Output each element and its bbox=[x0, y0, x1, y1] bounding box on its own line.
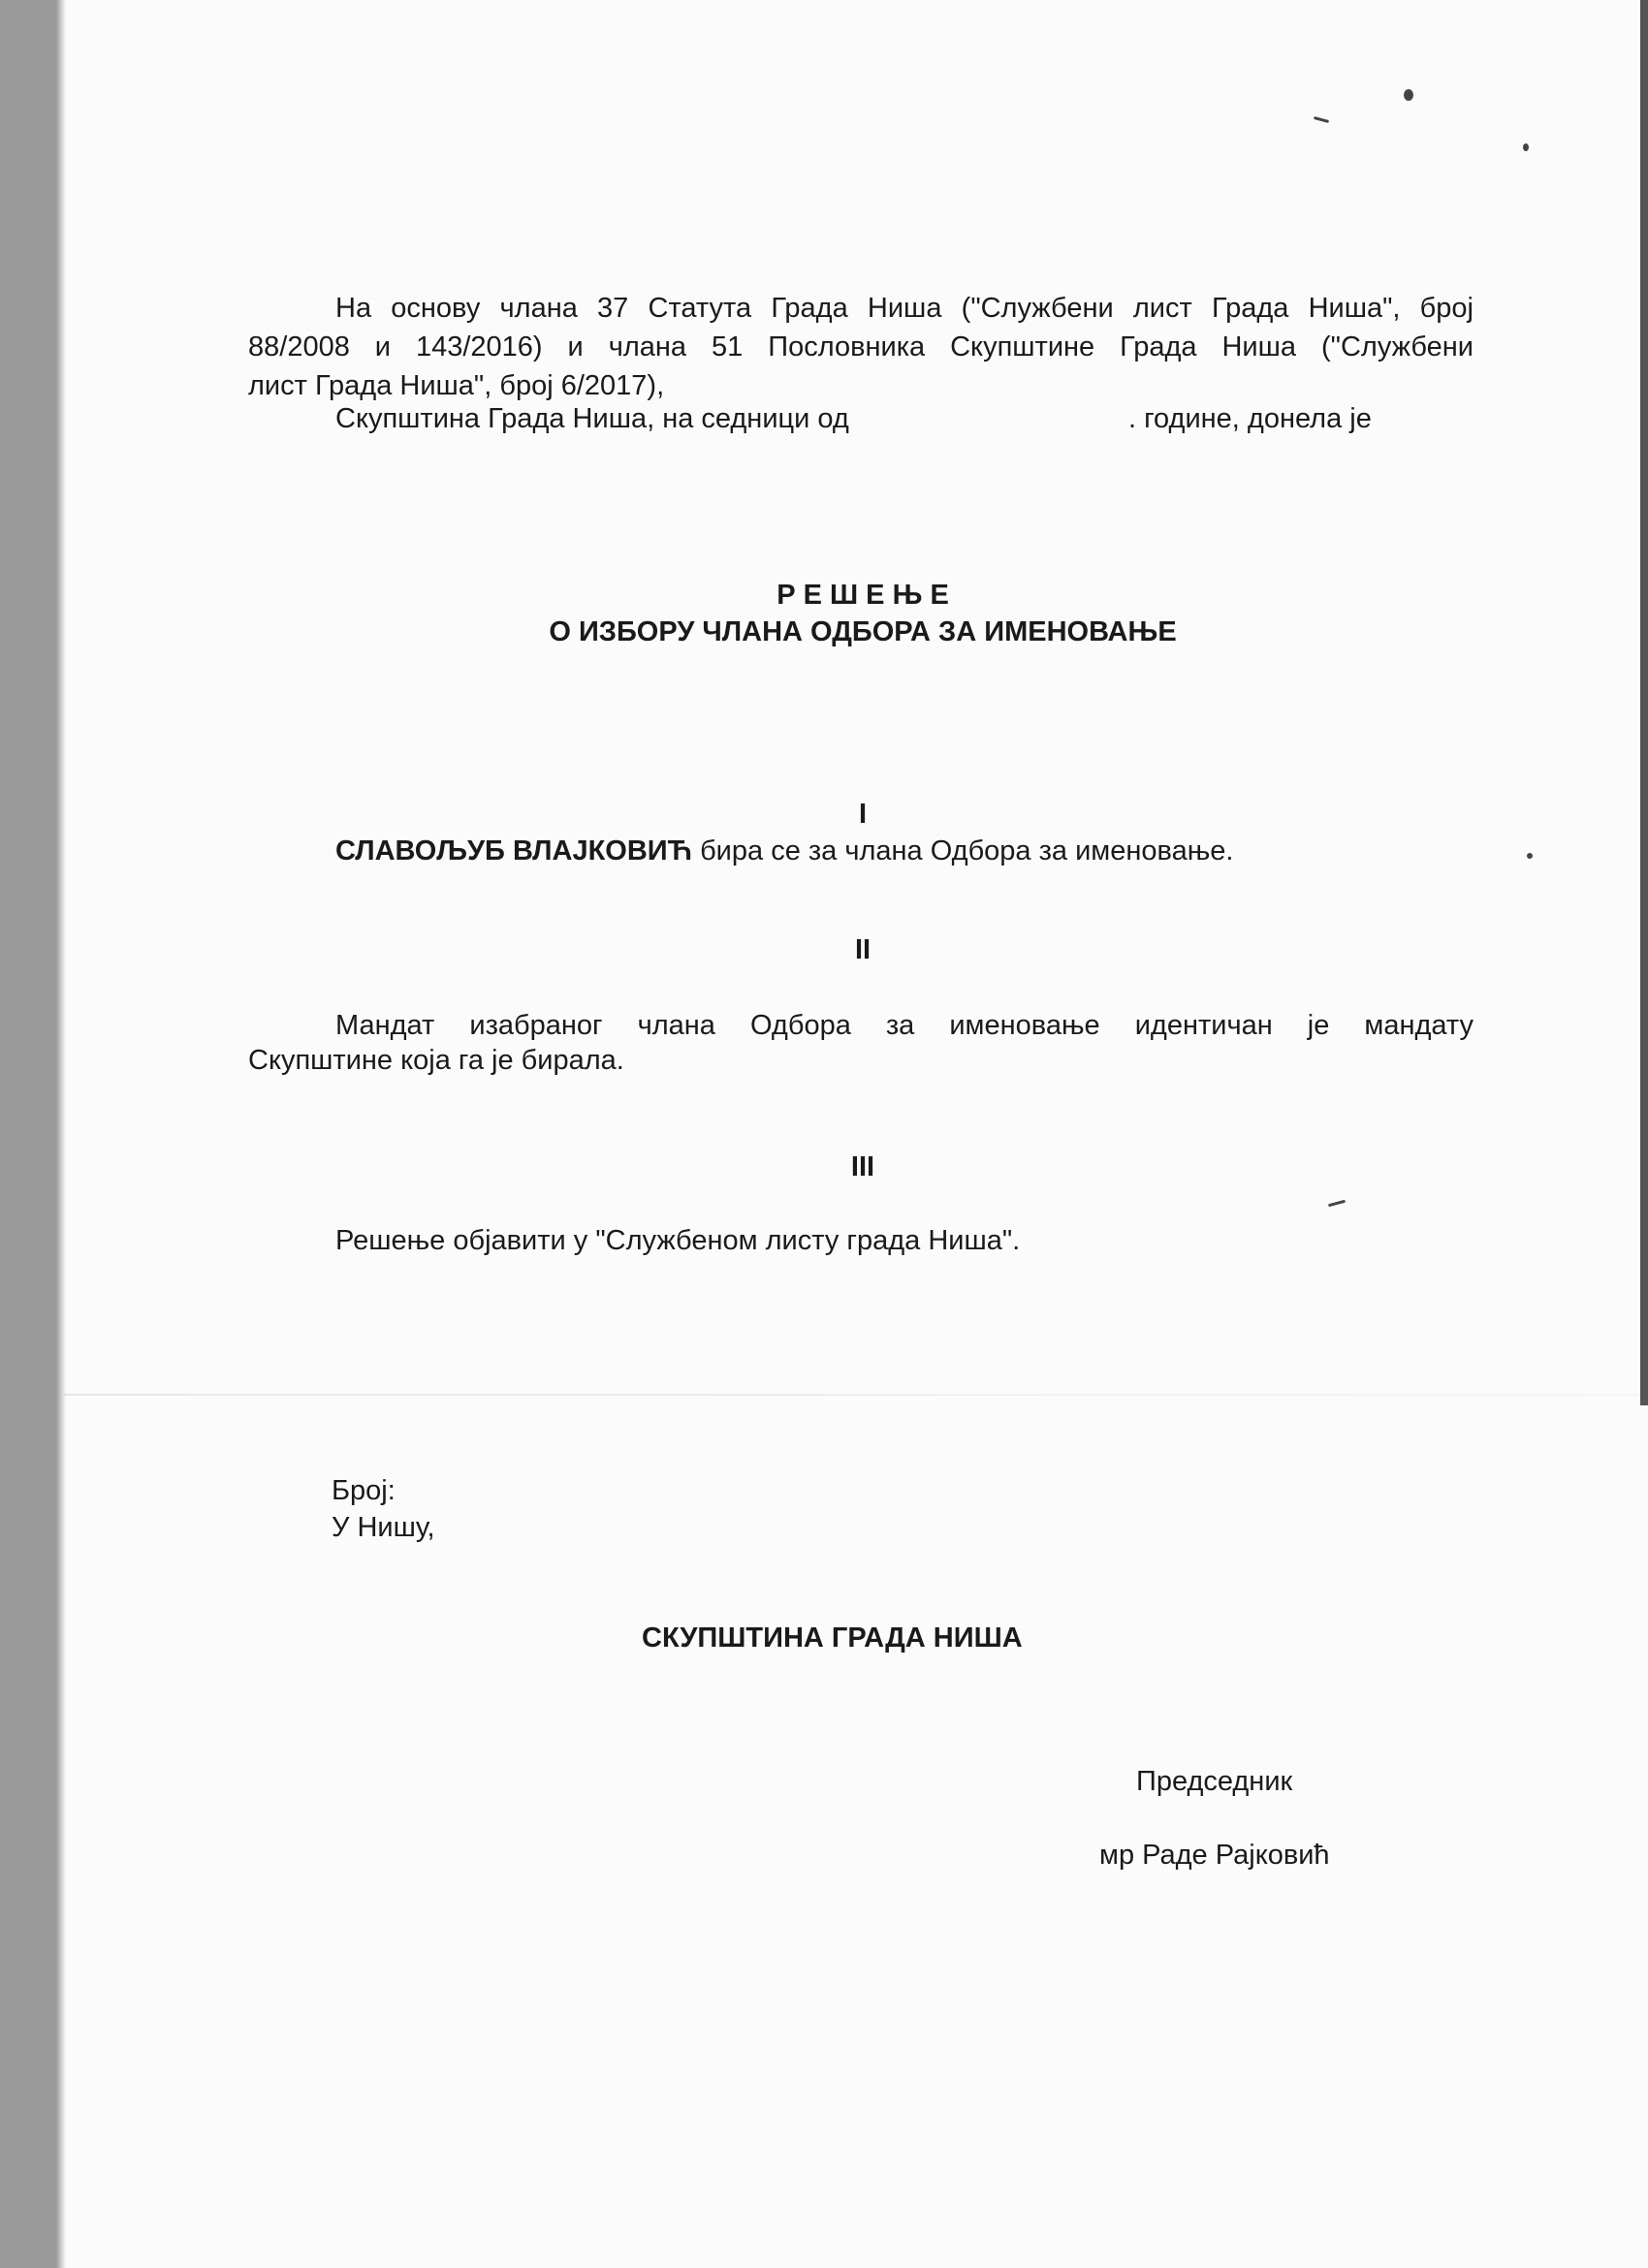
scan-right-edge bbox=[1640, 0, 1648, 1405]
scan-left-shadow bbox=[56, 0, 66, 2268]
scan-speck bbox=[1527, 853, 1533, 859]
paper-fold-line bbox=[64, 1394, 1648, 1396]
section-2-line-2: Скупштине која га је бирала. bbox=[248, 1045, 624, 1076]
section-2-line-1: Мандат изабраног члана Одбора за именовање идентичан је мандату bbox=[335, 1010, 1474, 1041]
preamble-line-3: лист Града Ниша", број 6/2017), bbox=[248, 370, 665, 401]
scan-left-margin bbox=[0, 0, 64, 2268]
document-title: Р Е Ш Е Њ Е bbox=[776, 580, 949, 611]
signatory-position: Председник bbox=[1136, 1766, 1293, 1797]
scan-speck bbox=[1314, 116, 1329, 123]
section-1-rest: бира се за члана Одбора за именовање. bbox=[692, 835, 1234, 866]
scan-speck bbox=[1404, 89, 1413, 101]
section-3-text: Решење објавити у "Службеном листу града Ниша". bbox=[335, 1225, 1021, 1256]
preamble-line-1: На основу члана 37 Статута Града Ниша ("Службени лист Града Ниша", број bbox=[335, 293, 1474, 324]
document-number-label: Број: bbox=[332, 1475, 396, 1506]
issuing-body: СКУПШТИНА ГРАДА НИША bbox=[642, 1622, 1023, 1654]
section-1-text bbox=[335, 834, 1233, 868]
document-subtitle: О ИЗБОРУ ЧЛАНА ОДБОРА ЗА ИМЕНОВАЊЕ bbox=[549, 616, 1177, 647]
preamble-line-4-start: Скупштина Града Ниша, на седници од bbox=[335, 403, 849, 434]
section-numeral-3: III bbox=[850, 1151, 875, 1182]
signatory-name: мр Раде Рајковић bbox=[1099, 1840, 1330, 1871]
preamble-line-2: 88/2008 и 143/2016) и члана 51 Пословника Скупштине Града Ниша ("Службени bbox=[248, 331, 1474, 362]
appointee-name: СЛАВОЉУБ ВЛАЈКОВИЋ bbox=[335, 835, 693, 866]
scan-speck bbox=[1328, 1200, 1346, 1208]
section-numeral-2: II bbox=[854, 934, 872, 965]
scan-speck bbox=[1523, 143, 1529, 151]
preamble-line-4-end: . године, донела је bbox=[1128, 403, 1372, 434]
section-numeral-1: I bbox=[858, 799, 868, 830]
document-place: У Нишу, bbox=[332, 1512, 435, 1543]
